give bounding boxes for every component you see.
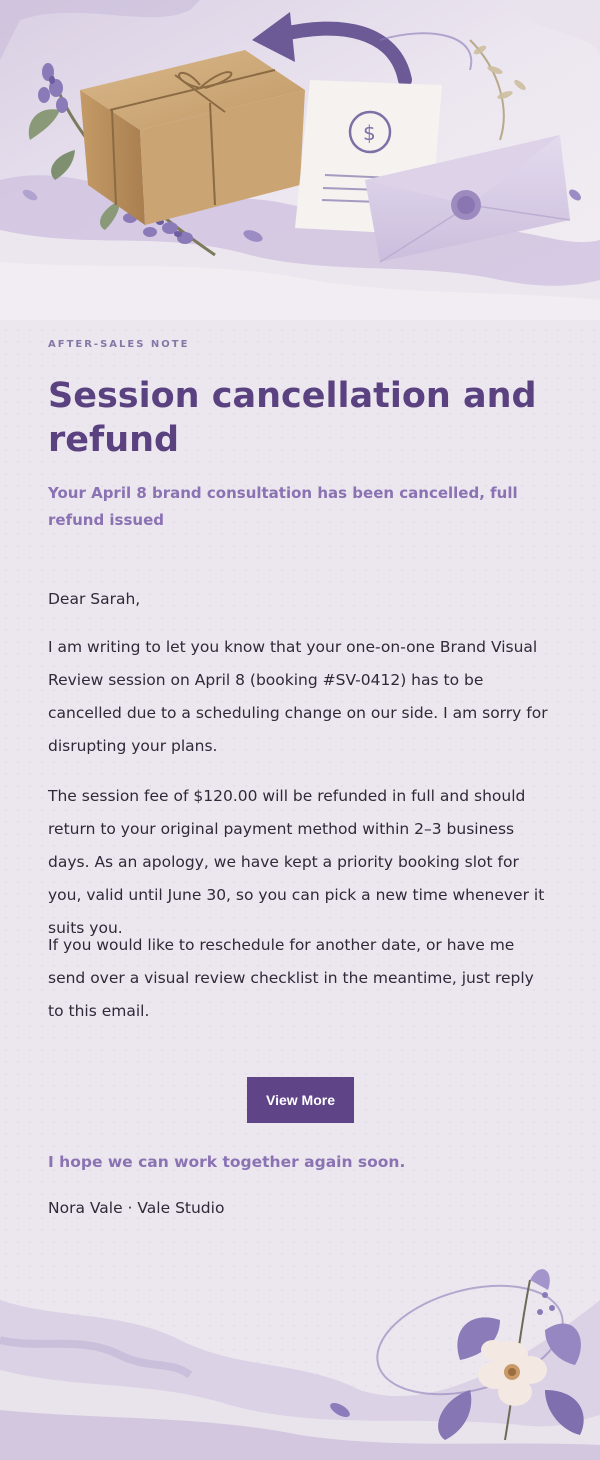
footer-illustration: [0, 1240, 600, 1460]
view-more-button[interactable]: View More: [247, 1077, 354, 1123]
page-title: Session cancellation and refund: [48, 376, 537, 460]
greeting: Dear Sarah,: [48, 590, 141, 608]
hero-illustration: [0, 0, 600, 320]
body-paragraph-1: I am writing to let you know that your one-on-one Brand Visual Review session on April 8 (booking #SV-0412) has to be cancelled due to a scheduling change on our side. I am sorry for disrupting your plans.: [48, 638, 548, 755]
closing-line: I hope we can work together again soon.: [48, 1153, 406, 1171]
signature: Nora Vale · Vale Studio: [48, 1199, 225, 1217]
body-paragraph-3: If you would like to reschedule for another date, or have me send over a visual review checklist in the meantime, just reply to this email.: [48, 936, 534, 1020]
svg-text:$: $: [363, 121, 376, 145]
eyebrow-label: AFTER-SALES NOTE: [48, 339, 190, 350]
subtitle: Your April 8 brand consultation has been cancelled, full refund issued: [48, 484, 518, 529]
body-paragraph-2: The session fee of $120.00 will be refunded in full and should return to your original payment method within 2–3 business days. As an apology, we have kept a priority booking slot for you, valid until June 30, so you can pick a new time whenever it suits you.: [48, 787, 545, 937]
